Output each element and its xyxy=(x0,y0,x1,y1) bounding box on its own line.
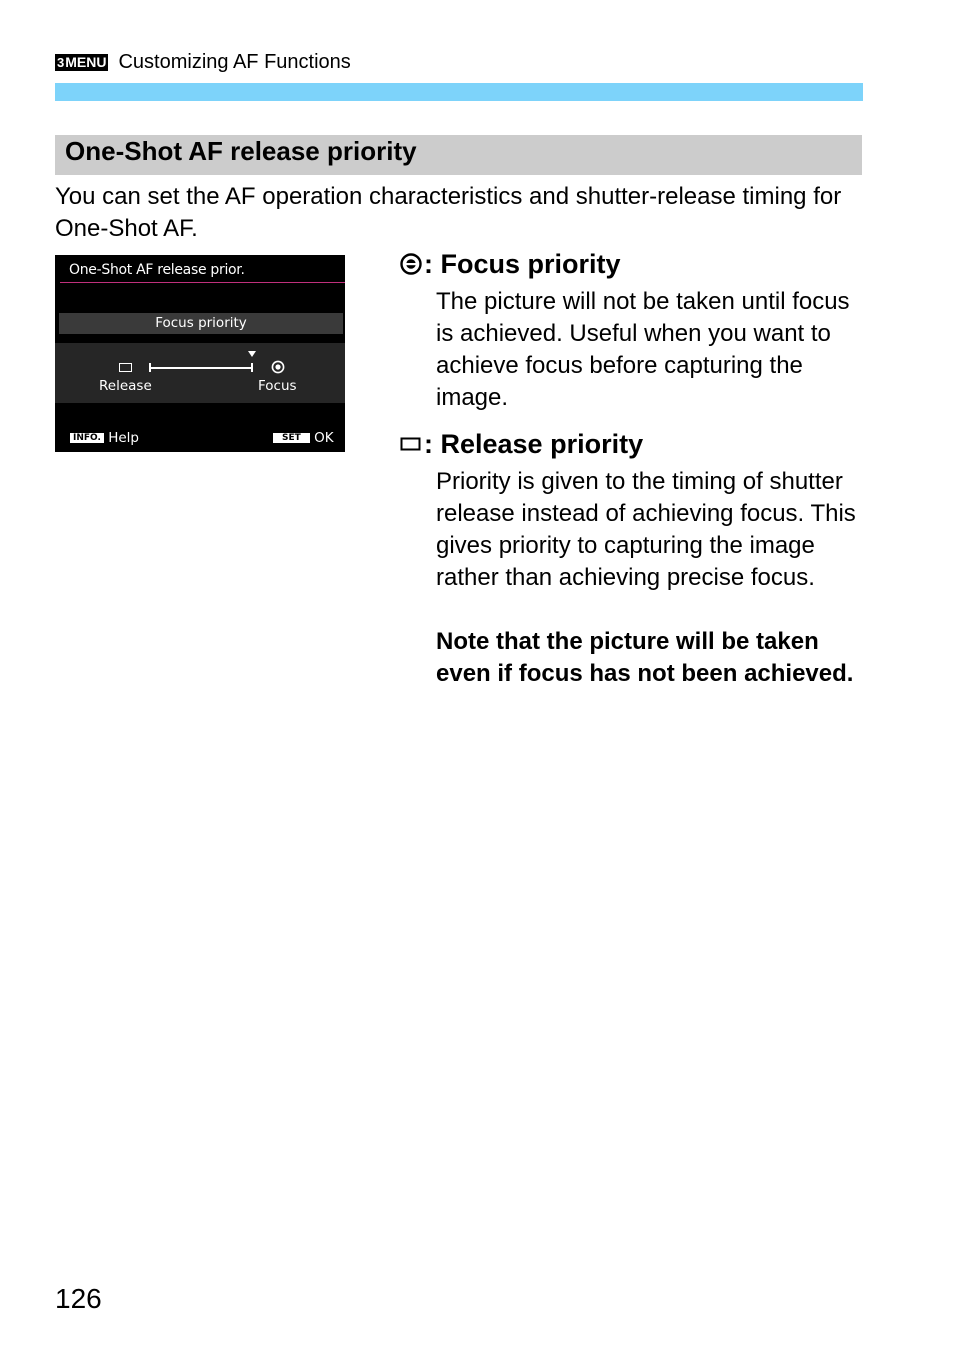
camera-ok-hint xyxy=(273,430,334,446)
camera-title-divider xyxy=(60,282,345,283)
help-label: Help xyxy=(108,430,139,446)
focus-priority-heading xyxy=(399,248,621,280)
camera-help-hint xyxy=(70,430,139,446)
focus-priority-heading-text: : Focus priority xyxy=(424,249,621,279)
section-title: One-Shot AF release priority xyxy=(55,135,862,175)
camera-screen xyxy=(55,255,345,452)
camera-selected-value: Focus priority xyxy=(59,313,343,334)
camera-footer xyxy=(55,430,345,450)
menu-tab-text: MENU xyxy=(65,53,107,70)
focus-icon xyxy=(271,360,285,374)
slider-tick-right xyxy=(251,363,253,372)
set-button-icon: SET xyxy=(273,433,310,443)
release-icon xyxy=(119,363,132,372)
info-button-icon: INFO. xyxy=(70,433,104,443)
release-priority-heading xyxy=(399,428,643,460)
focus-priority-description: The picture will not be taken until focus is achieved. Useful when you want to achieve focus before capturing the image. xyxy=(436,288,850,411)
release-priority-heading-text: : Release priority xyxy=(424,429,644,459)
slider-release-label: Release xyxy=(99,378,152,394)
camera-screen-title: One-Shot AF release prior. xyxy=(69,262,245,278)
release-priority-note: Note that the picture will be taken even if focus has not been achieved. xyxy=(436,628,854,687)
header-title: Customizing AF Functions xyxy=(118,50,351,73)
focus-priority-icon xyxy=(399,252,423,276)
menu-tab-badge xyxy=(55,54,108,71)
release-priority-icon xyxy=(399,432,423,456)
slider-track xyxy=(150,367,252,369)
release-priority-description: Priority is given to the timing of shutter release instead of achieving focus. This gives priority to capturing the image rather than achieving precise focus. xyxy=(436,468,856,591)
slider-pointer xyxy=(248,351,256,357)
page-number: 126 xyxy=(55,1283,102,1314)
section-intro: You can set the AF operation characteristics and shutter-release timing for One-Shot AF. xyxy=(55,183,842,242)
header-bar xyxy=(55,83,863,101)
menu-tab-number: 3 xyxy=(57,54,65,70)
ok-label: OK xyxy=(314,430,334,446)
page-header xyxy=(55,50,351,74)
camera-slider-panel xyxy=(55,343,345,403)
slider-focus-label: Focus xyxy=(258,378,297,394)
